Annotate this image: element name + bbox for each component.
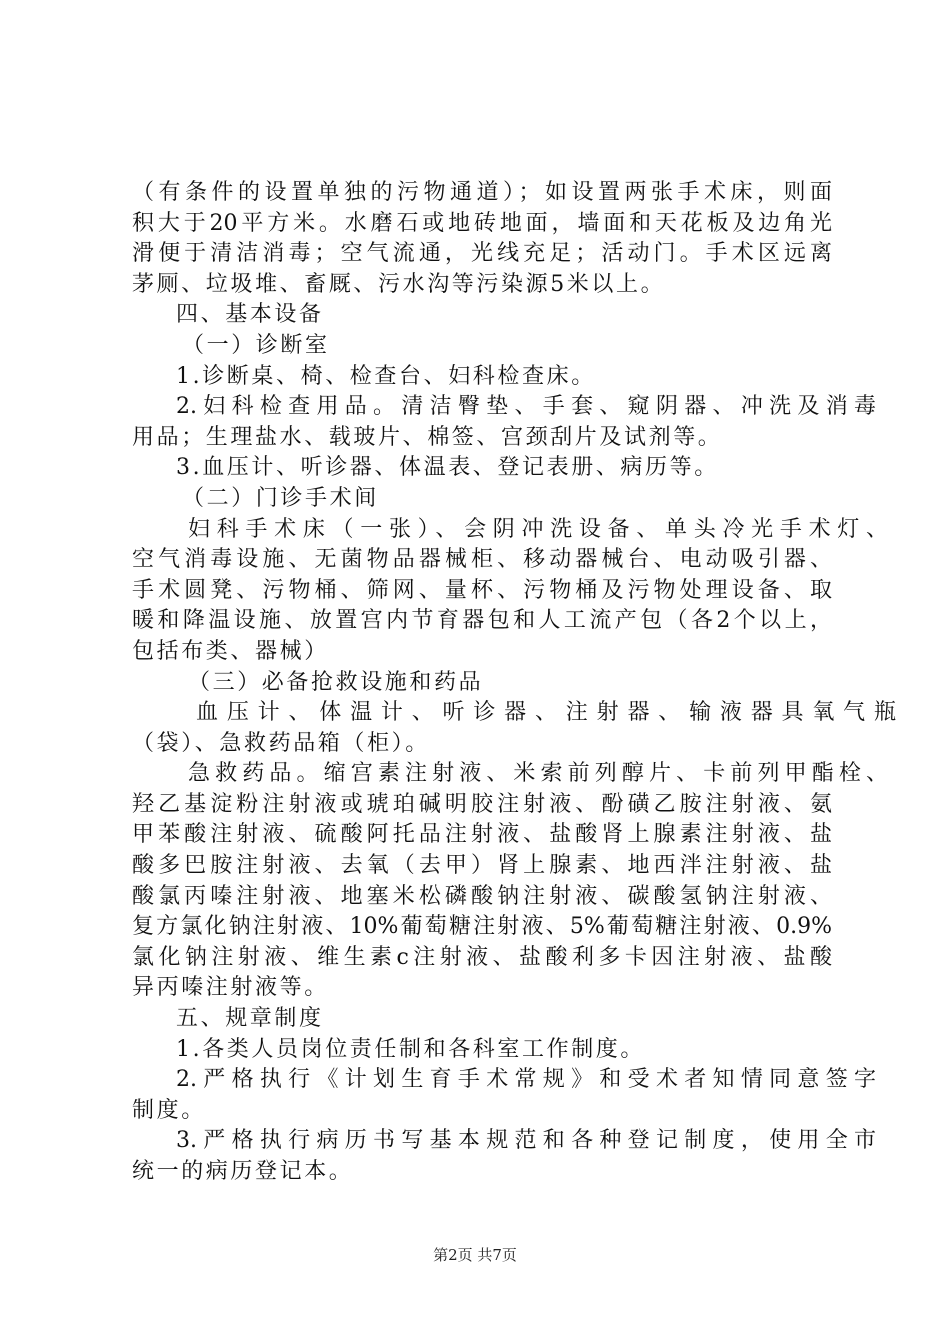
page-number-footer: 第2页 共7页 bbox=[433, 1246, 517, 1264]
subsection-heading: （二）门诊手术间 bbox=[182, 485, 379, 511]
body-line: 统一的病历登记本。 bbox=[132, 1159, 354, 1184]
body-line: 异丙嗪注射液等。 bbox=[132, 975, 329, 1001]
body-line: 暖和降温设施、放置宫内节育器包和人工流产包（各2个以上， bbox=[132, 608, 832, 634]
body-line: 积大于20平方米。水磨石或地砖地面，墙面和天花板及边角光 bbox=[132, 210, 832, 236]
subsection-heading: （三）必备抢救设施和药品 bbox=[188, 669, 484, 695]
body-line: （袋）、急救药品箱（柜）。 bbox=[132, 730, 430, 756]
section-heading: 五、规章制度 bbox=[176, 1006, 324, 1032]
body-line: 酸氯丙嗪注射液、地塞米松磷酸钠注射液、碳酸氢钠注射液、 bbox=[132, 883, 832, 909]
section-heading: 四、基本设备 bbox=[176, 302, 324, 328]
body-line: 制度。 bbox=[132, 1097, 206, 1123]
body-line: 羟乙基淀粉注射液或琥珀碱明胶注射液、酚磺乙胺注射液、氨 bbox=[132, 791, 832, 817]
body-line: 手术圆凳、污物桶、筛网、量杯、污物桶及污物处理设备、取 bbox=[132, 577, 832, 603]
body-line: 2.严格执行《计划生育手术常规》和受术者知情同意签字 bbox=[176, 1067, 876, 1093]
body-line: 3.严格执行病历书写基本规范和各种登记制度，使用全市 bbox=[176, 1128, 876, 1154]
body-line: 甲苯酸注射液、硫酸阿托品注射液、盐酸肾上腺素注射液、盐 bbox=[132, 822, 832, 848]
body-line: 滑便于清洁消毒；空气流通，光线充足；活动门。手术区远离 bbox=[132, 241, 832, 267]
body-line: 氯化钠注射液、维生素c注射液、盐酸利多卡因注射液、盐酸 bbox=[132, 944, 832, 970]
body-line: 急救药品。缩宫素注射液、米索前列醇片、卡前列甲酯栓、 bbox=[188, 761, 888, 787]
body-line: 酸多巴胺注射液、去氧（去甲）肾上腺素、地西泮注射液、盐 bbox=[132, 853, 832, 879]
body-line: 1.各类人员岗位责任制和各科室工作制度。 bbox=[176, 1036, 645, 1062]
body-line: 复方氯化钠注射液、10%葡萄糖注射液、5%葡萄糖注射液、0.9% bbox=[132, 914, 832, 940]
subsection-heading: （一）诊断室 bbox=[182, 332, 330, 358]
body-line: 空气消毒设施、无菌物品器械柜、移动器械台、电动吸引器、 bbox=[132, 547, 832, 573]
body-line: 3.血压计、听诊器、体温表、登记表册、病历等。 bbox=[176, 455, 719, 481]
body-line: 茅厕、垃圾堆、畜厩、污水沟等污染源5米以上。 bbox=[132, 271, 666, 297]
document-body bbox=[132, 178, 896, 1188]
body-line: 1.诊断桌、椅、检查台、妇科检查床。 bbox=[176, 363, 596, 389]
body-line: 用品；生理盐水、载玻片、棉签、宫颈刮片及试剂等。 bbox=[132, 424, 723, 450]
body-line: 血压计、体温计、听诊器、注射器、输液器具氧气瓶 bbox=[196, 700, 896, 726]
body-line: 妇科手术床（一张）、会阴冲洗设备、单头冷光手术灯、 bbox=[188, 516, 888, 542]
body-line: 2.妇科检查用品。清洁臀垫、手套、窥阴器、冲洗及消毒 bbox=[176, 394, 876, 420]
body-line: 包括布类、器械） bbox=[132, 638, 329, 664]
body-line: （有条件的设置单独的污物通道）；如设置两张手术床，则面 bbox=[132, 180, 832, 205]
